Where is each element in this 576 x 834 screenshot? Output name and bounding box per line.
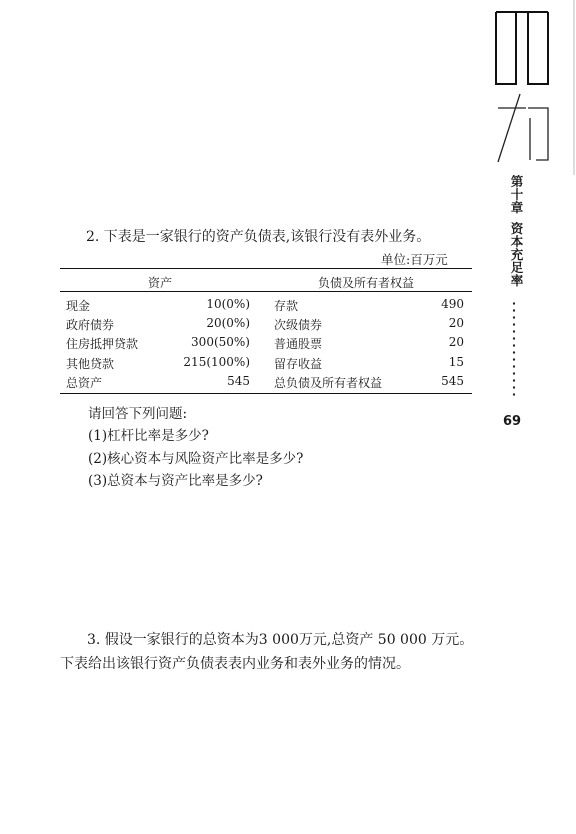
question-2-title: 2. 下表是一家银行的资产负债表,该银行没有表外业务。: [86, 229, 431, 245]
table-unit-label: 单位:百万元: [381, 252, 448, 267]
table-row: [60, 295, 472, 314]
liability-value: 545: [441, 373, 464, 388]
table-row: [60, 353, 472, 372]
header-liabilities: 负债及所有者权益: [318, 276, 415, 290]
balance-sheet-table: [60, 268, 472, 394]
table-bottom-rule: [60, 393, 472, 394]
asset-name: 总资产: [66, 375, 103, 390]
question-item: (1)杠杆比率是多少?: [88, 428, 209, 444]
liability-name: 普通股票: [274, 337, 323, 352]
page-number: 69: [503, 414, 522, 429]
question-2-items: [88, 425, 303, 493]
chapter-running-head: [506, 175, 524, 287]
table-header-row: [60, 269, 472, 291]
liability-value: 20: [448, 316, 464, 331]
table-row: [60, 333, 472, 352]
question-item: (2)核心资本与风险资产比率是多少?: [88, 450, 304, 467]
question-3-line-1: 3. 假设一家银行的总资本为3 000万元,总资产 50 000 万元。: [87, 632, 474, 648]
leader-dots: [512, 300, 516, 400]
chapter-emblem-graphic: [490, 0, 576, 175]
liability-name: 留存收益: [274, 356, 323, 371]
asset-value: 300(50%): [191, 335, 250, 350]
asset-name: 住房抵押贷款: [66, 337, 139, 352]
liability-name: 次级债券: [274, 318, 323, 333]
table-row: [60, 314, 472, 333]
liability-value: 15: [448, 354, 464, 369]
chapter-title: 资本充足率: [509, 222, 524, 287]
question-3-line-2: 下表给出该银行资产负债表表内业务和表外业务的情况。: [60, 656, 410, 672]
question-2-prompt: 请回答下列问题:: [88, 406, 188, 422]
liability-name: 总负债及所有者权益: [274, 375, 383, 390]
asset-name: 政府债券: [66, 318, 115, 333]
table-row: [60, 372, 472, 391]
asset-value: 20(0%): [206, 316, 250, 331]
question-3: [60, 628, 480, 676]
question-item: (3)总资本与资产比率是多少?: [88, 473, 263, 489]
asset-value: 545: [227, 373, 250, 388]
liability-value: 20: [448, 335, 464, 350]
asset-value: 10(0%): [206, 297, 250, 311]
asset-name: 现金: [66, 299, 91, 313]
liability-value: 490: [441, 297, 464, 311]
asset-value: 215(100%): [183, 354, 250, 369]
header-assets: 资产: [148, 276, 173, 290]
chapter-label: 第十章: [509, 175, 524, 214]
liability-name: 存款: [274, 299, 299, 313]
asset-name: 其他贷款: [66, 356, 115, 371]
